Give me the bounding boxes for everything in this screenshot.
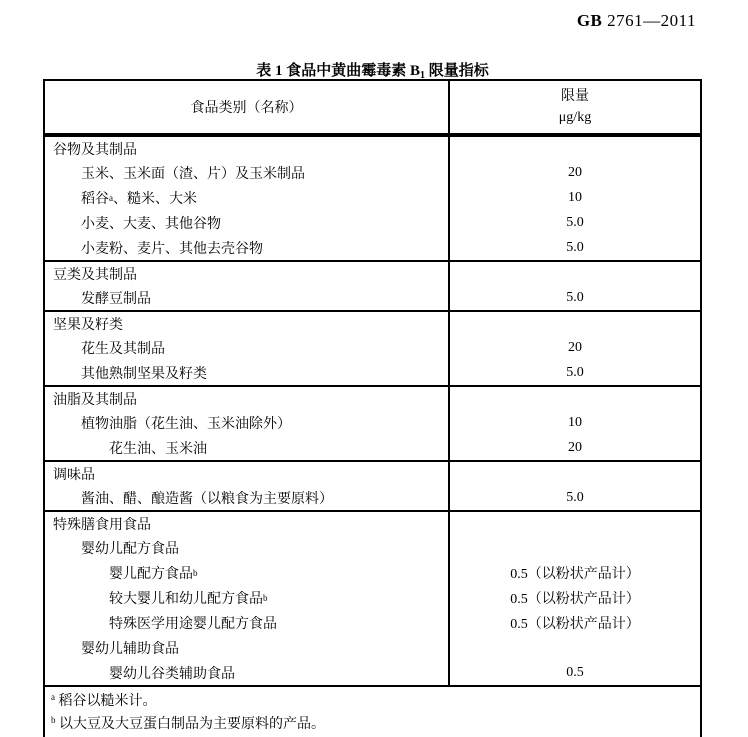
food-category-cell: 特殊膳食用食品 — [45, 512, 450, 535]
table-row — [45, 285, 700, 310]
limit-value-cell: 0.5（以粉状产品计） — [510, 616, 640, 632]
table-row — [45, 335, 700, 360]
table-row — [45, 510, 700, 535]
footnote-text: 稻谷以糙米计。 — [55, 694, 157, 709]
footnote-marker: a — [51, 692, 55, 702]
table-row — [45, 585, 700, 610]
table-title-suffix: 限量指标 — [425, 63, 489, 79]
limit-value-cell: 10 — [568, 414, 582, 430]
table-footnotes — [45, 685, 700, 737]
food-category-cell: 植物油脂（花生油、玉米油除外） — [45, 410, 450, 435]
table-row — [45, 185, 700, 210]
limit-value-cell: 10 — [568, 189, 582, 205]
food-category-cell: 小麦、大麦、其他谷物 — [45, 210, 450, 235]
food-category-cell: 较大婴儿和幼儿配方食品 b — [45, 585, 450, 610]
food-category-cell: 豆类及其制品 — [45, 262, 450, 285]
limit-value-cell — [450, 635, 700, 660]
table-title — [43, 59, 702, 81]
food-category-cell: 发酵豆制品 — [45, 285, 450, 310]
table-row — [45, 235, 700, 260]
table-row — [45, 160, 700, 185]
table-row — [45, 135, 700, 160]
limit-value-cell: 0.5（以粉状产品计） — [510, 591, 640, 607]
table-header-row — [45, 81, 700, 135]
table-row — [45, 535, 700, 560]
food-category-cell: 油脂及其制品 — [45, 387, 450, 410]
limit-value-cell — [450, 262, 700, 285]
table-row — [45, 435, 700, 460]
footnote-b — [51, 713, 700, 736]
food-category-cell: 坚果及籽类 — [45, 312, 450, 335]
limit-value-cell — [450, 462, 700, 485]
limit-value-cell: 0.5 — [566, 664, 584, 680]
limit-value-cell: 5.0 — [566, 364, 584, 380]
limit-value-cell: 20 — [568, 339, 582, 355]
header-food-category: 食品类别（名称） — [45, 81, 450, 133]
limits-table — [43, 79, 702, 737]
food-category-cell: 花生及其制品 — [45, 335, 450, 360]
header-limit — [450, 81, 700, 133]
food-category-cell: 婴幼儿辅助食品 — [45, 635, 450, 660]
limit-value-cell — [450, 312, 700, 335]
limit-value-cell: 20 — [568, 164, 582, 180]
table-row — [45, 385, 700, 410]
limit-value-cell — [450, 512, 700, 535]
table-row — [45, 560, 700, 585]
table-row — [45, 410, 700, 435]
footnote-text: 以大豆及大豆蛋白制品为主要原料的产品。 — [55, 717, 325, 732]
food-category-cell: 其他熟制坚果及籽类 — [45, 360, 450, 385]
limit-value-cell: 5.0 — [566, 489, 584, 505]
header-limit-unit: μg/kg — [558, 110, 592, 125]
table-row — [45, 310, 700, 335]
footnote-marker: b — [51, 715, 56, 725]
limit-value-cell: 0.5（以粉状产品计） — [510, 566, 640, 582]
table-row — [45, 260, 700, 285]
header-limit-label: 限量 — [561, 89, 589, 104]
table-row — [45, 485, 700, 510]
food-category-cell: 酱油、醋、酿造酱（以粮食为主要原料） — [45, 485, 450, 510]
table-title-subscript: 1 — [420, 70, 425, 81]
standard-code-number: 2761—2011 — [602, 11, 696, 30]
food-category-cell: 稻谷 a 、糙米、大米 — [45, 185, 450, 210]
food-category-cell: 婴儿配方食品 b — [45, 560, 450, 585]
limit-value-cell — [450, 387, 700, 410]
table-row — [45, 360, 700, 385]
footnote-a — [51, 690, 700, 713]
limit-value-cell: 5.0 — [566, 239, 584, 255]
food-category-cell: 调味品 — [45, 462, 450, 485]
food-category-cell: 花生油、玉米油 — [45, 435, 450, 460]
food-category-cell: 婴幼儿谷类辅助食品 — [45, 660, 450, 685]
table-row — [45, 660, 700, 685]
table-title-prefix: 表 1 食品中黄曲霉毒素 B — [256, 63, 420, 79]
food-category-cell: 小麦粉、麦片、其他去壳谷物 — [45, 235, 450, 260]
food-category-cell: 婴幼儿配方食品 — [45, 535, 450, 560]
table-row — [45, 610, 700, 635]
food-category-cell: 谷物及其制品 — [45, 137, 450, 160]
table-row — [45, 460, 700, 485]
limit-value-cell — [450, 137, 700, 160]
limit-value-cell: 5.0 — [566, 214, 584, 230]
standard-code — [577, 11, 696, 31]
limit-value-cell: 5.0 — [566, 289, 584, 305]
limit-value-cell — [450, 535, 700, 560]
table-row — [45, 635, 700, 660]
limit-value-cell: 20 — [568, 439, 582, 455]
food-category-cell: 特殊医学用途婴儿配方食品 — [45, 610, 450, 635]
table-row — [45, 210, 700, 235]
food-category-cell: 玉米、玉米面（渣、片）及玉米制品 — [45, 160, 450, 185]
standard-code-prefix: GB — [576, 11, 603, 30]
